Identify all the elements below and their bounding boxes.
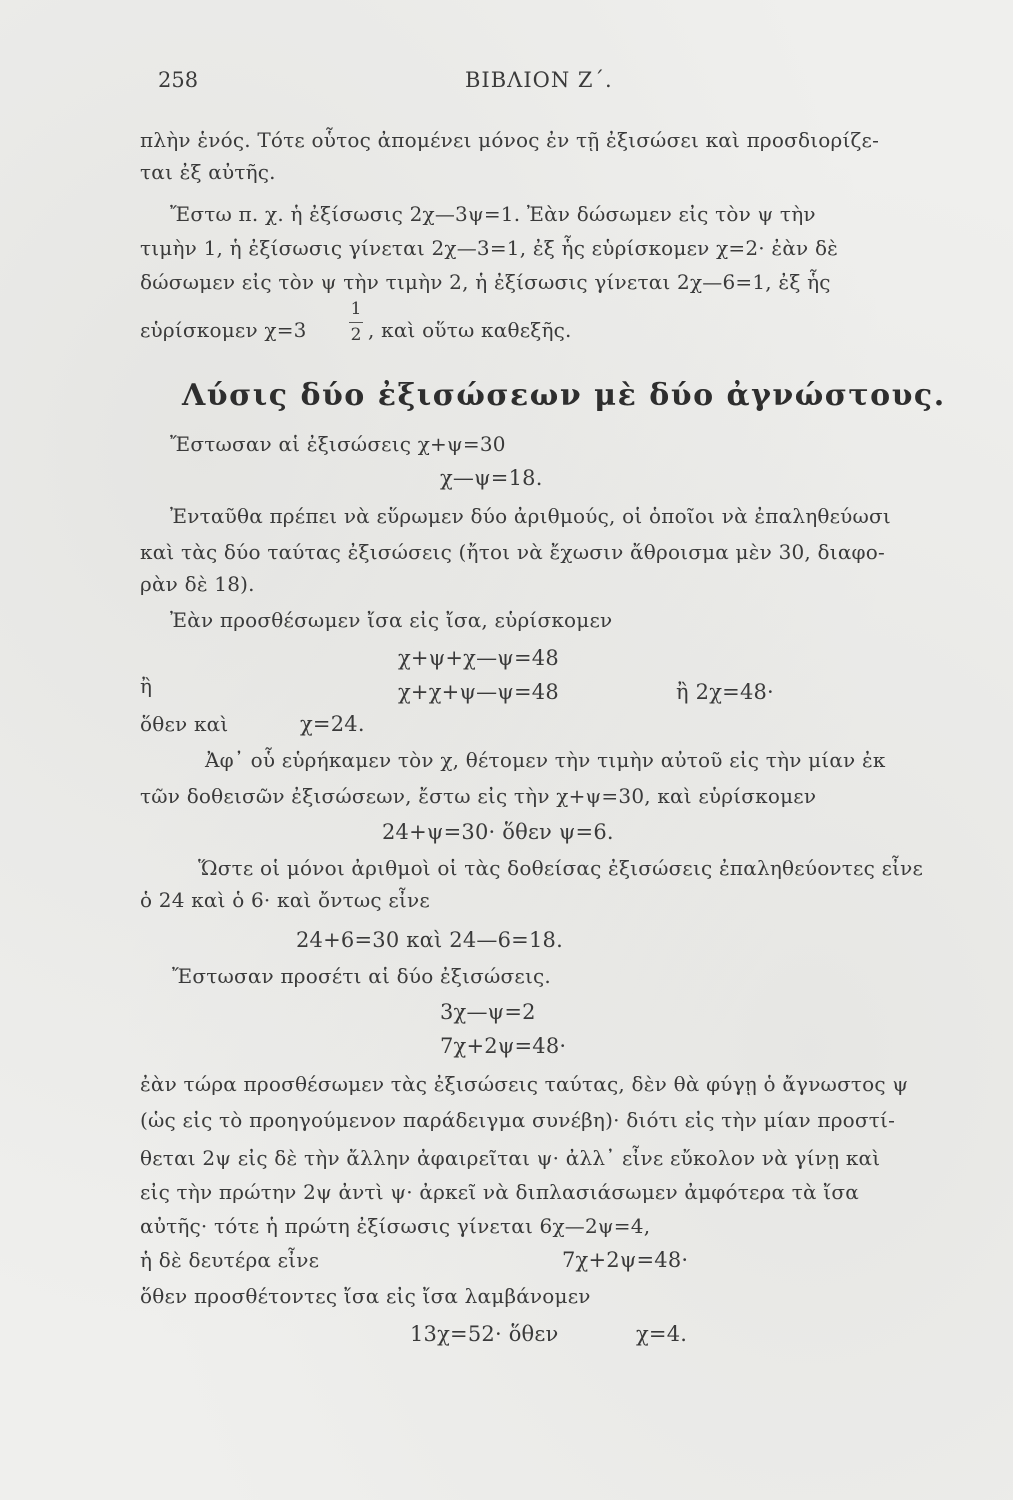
fraction-bar: [349, 322, 363, 323]
equation: 7χ+2ψ=48·: [562, 1248, 689, 1272]
text-line: εἰς τὴν πρώτην 2ψ ἀντὶ ψ· ἀρκεῖ νὰ διπλασιάσωμεν ἀμφότερα τὰ ἴσα: [140, 1180, 859, 1204]
text-line: (ὡς εἰς τὸ προηγούμενον παράδειγμα συνέβη)· διότι εἰς τὴν μίαν προστί-: [140, 1108, 896, 1132]
equation: χ=4.: [636, 1322, 688, 1346]
text-line: Ἔστω π. χ. ἡ ἐξίσωσις 2χ—3ψ=1. Ἐὰν δώσωμεν εἰς τὸν ψ τὴν: [170, 202, 816, 226]
text-line: ἐὰν τώρα προσθέσωμεν τὰς ἐξισώσεις ταύτας, δὲν θὰ φύγῃ ὁ ἄγνωστος ψ: [140, 1072, 909, 1096]
text-line: Ἀφ᾿ οὗ εὑρήκαμεν τὸν χ, θέτομεν τὴν τιμὴν αὐτοῦ εἰς τὴν μίαν ἐκ: [205, 748, 886, 772]
text-line: πλὴν ἑνός. Τότε οὗτος ἀπομένει μόνος ἐν τῇ ἐξισώσει καὶ προσδιορίζε-: [140, 128, 880, 152]
text-line: θεται 2ψ εἰς δὲ τὴν ἄλλην ἀφαιρεῖται ψ· ἀλλ᾿ εἶνε εὔκολον νὰ γίνῃ καὶ: [140, 1146, 881, 1170]
fraction-numerator: 1: [350, 299, 362, 319]
text-line: Ἐνταῦθα πρέπει νὰ εὕρωμεν δύο ἀριθμούς, οἱ ὁποῖοι νὰ ἐπαληθεύωσι: [170, 504, 891, 528]
text-line: Ἔστωσαν προσέτι αἱ δύο ἐξισώσεις.: [172, 964, 551, 988]
text-line: Ὥστε οἱ μόνοι ἀριθμοὶ οἱ τὰς δοθείσας ἐξισώσεις ἐπαληθεύοντες εἶνε: [198, 856, 924, 880]
text-line: τῶν δοθεισῶν ἐξισώσεων, ἔστω εἰς τὴν χ+ψ=30, καὶ εὑρίσκομεν: [140, 784, 817, 808]
text-line: ἢ: [140, 674, 153, 698]
equation: χ=24.: [300, 712, 365, 736]
text-line: Ἐὰν προσθέσωμεν ἴσα εἰς ἴσα, εὑρίσκομεν: [170, 608, 613, 632]
running-header: ΒΙΒΛΙΟΝ Ζ΄.: [465, 68, 613, 92]
equation: 13χ=52· ὅθεν: [410, 1322, 559, 1346]
equation: 7χ+2ψ=48·: [440, 1034, 567, 1058]
equation: ἢ 2χ=48·: [676, 680, 774, 704]
section-heading: Λύσις δύο ἐξισώσεων μὲ δύο ἀγνώστους.: [182, 378, 946, 413]
equation: 24+ψ=30· ὅθεν ψ=6.: [382, 820, 614, 844]
text-line: εὑρίσκομεν χ=3: [140, 318, 307, 342]
text-line: ρὰν δὲ 18).: [140, 572, 255, 596]
fraction-denominator: 2: [350, 325, 362, 345]
text-line: ὅθεν καὶ: [140, 712, 229, 736]
text-line: ὁ 24 καὶ ὁ 6· καὶ ὄντως εἶνε: [140, 888, 430, 912]
text-line: , καὶ οὕτω καθεξῆς.: [368, 318, 572, 342]
text-line: καὶ τὰς δύο ταύτας ἐξισώσεις (ἤτοι νὰ ἔχωσιν ἄθροισμα μὲν 30, διαφο-: [140, 540, 885, 564]
text-line: αὐτῆς· τότε ἡ πρώτη ἐξίσωσις γίνεται 6χ—2ψ=4,: [140, 1214, 651, 1238]
text-line: τιμὴν 1, ἡ ἐξίσωσις γίνεται 2χ—3=1, ἐξ ἧς εὑρίσκομεν χ=2· ἐὰν δὲ: [140, 236, 839, 260]
text-line: ὅθεν προσθέτοντες ἴσα εἰς ἴσα λαμβάνομεν: [140, 1284, 591, 1308]
text-line: Ἔστωσαν αἱ ἐξισώσεις χ+ψ=30: [170, 432, 506, 456]
equation: 3χ—ψ=2: [440, 1000, 536, 1024]
text-line: δώσωμεν εἰς τὸν ψ τὴν τιμὴν 2, ἡ ἐξίσωσις γίνεται 2χ—6=1, ἐξ ἧς: [140, 270, 831, 294]
page-number: 258: [158, 68, 199, 92]
text-line: ται ἐξ αὐτῆς.: [140, 160, 276, 184]
equation: χ—ψ=18.: [440, 466, 543, 490]
text-line: ἡ δὲ δευτέρα εἶνε: [140, 1248, 320, 1272]
equation: χ+χ+ψ—ψ=48: [398, 680, 559, 704]
equation: χ+ψ+χ—ψ=48: [398, 646, 559, 670]
equation: 24+6=30 καὶ 24—6=18.: [296, 928, 563, 952]
